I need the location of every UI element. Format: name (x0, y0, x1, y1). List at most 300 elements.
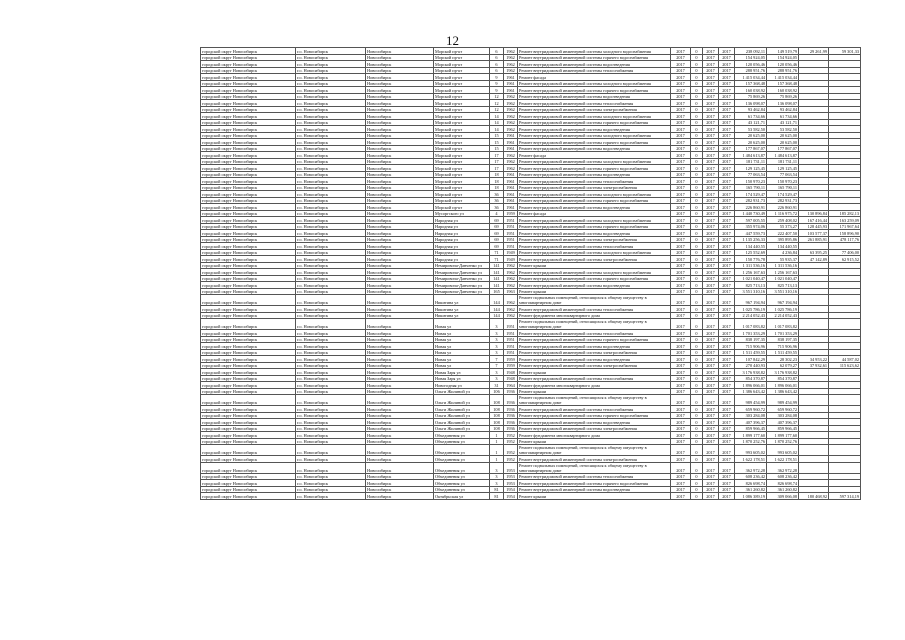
start-year-cell: 2017 (703, 158, 719, 165)
street-cell: Морской пр-кт (434, 152, 490, 159)
city-cell: г.о. Новосибирск (296, 395, 366, 406)
table-row (201, 330, 861, 337)
end-year-cell: 2017 (719, 87, 735, 94)
planned-year-cell: 2017 (671, 48, 691, 55)
house-cell: 17 (490, 165, 504, 172)
street-cell: Морской пр-кт (434, 54, 490, 61)
fund-cost-cell: 4 236,84 (767, 249, 799, 256)
total-cost-cell: 361 260,82 (735, 486, 767, 493)
house-cell: 144 (490, 312, 504, 319)
locality-cell: Новосибирск (366, 306, 434, 313)
street-cell: Народная ул (434, 223, 490, 230)
budget-cost-cell (799, 395, 829, 406)
local-cost-cell: 478 117,76 (829, 236, 861, 243)
year-cell: 1961 (504, 204, 518, 211)
locality-cell: Новосибирск (366, 178, 434, 185)
planned-year-cell: 2017 (671, 249, 691, 256)
fund-cost-cell: 1 896 066,01 (767, 382, 799, 389)
work-type-cell: Ремонт внутридомовой инженерной системы водоотведения (518, 486, 671, 493)
district-cell: городской округ Новосибирск (201, 178, 296, 185)
work-type-cell: Ремонт крыши (518, 288, 671, 295)
total-cost-cell: 181 731,11 (735, 158, 767, 165)
zero-cell: 0 (691, 336, 703, 343)
total-cost-cell: 362 972,28 (735, 462, 767, 473)
locality-cell: Новосибирск (366, 336, 434, 343)
planned-year-cell: 2017 (671, 243, 691, 250)
table-row (201, 74, 861, 81)
city-cell: г.о. Новосибирск (296, 262, 366, 269)
planned-year-cell: 2017 (671, 106, 691, 113)
year-cell: 1936 (504, 419, 518, 426)
table-row (201, 236, 861, 243)
locality-cell: Новосибирск (366, 139, 434, 146)
planned-year-cell: 2017 (671, 165, 691, 172)
table-row (201, 343, 861, 350)
end-year-cell: 2017 (719, 197, 735, 204)
year-cell: 1936 (504, 406, 518, 413)
fund-cost-cell: 715 906,96 (767, 343, 799, 350)
district-cell: городской округ Новосибирск (201, 262, 296, 269)
locality-cell: Новосибирск (366, 312, 434, 319)
street-cell: Немировича-Данченко ул (434, 288, 490, 295)
end-year-cell: 2017 (719, 100, 735, 107)
start-year-cell: 2017 (703, 462, 719, 473)
house-cell: 3 (490, 480, 504, 487)
planned-year-cell: 2017 (671, 395, 691, 406)
table-row (201, 419, 861, 426)
locality-cell: Новосибирск (366, 356, 434, 363)
start-year-cell: 2017 (703, 282, 719, 289)
locality-cell: Новосибирск (366, 375, 434, 382)
start-year-cell: 2017 (703, 336, 719, 343)
end-year-cell: 2017 (719, 184, 735, 191)
house-cell: 9 (490, 80, 504, 87)
total-cost-cell: 3 551 310,16 (735, 288, 767, 295)
year-cell: 1961 (504, 80, 518, 87)
table-row (201, 87, 861, 94)
end-year-cell: 2017 (719, 106, 735, 113)
house-cell: 12 (490, 100, 504, 107)
end-year-cell: 2017 (719, 343, 735, 350)
street-cell: Народная ул (434, 236, 490, 243)
local-cost-cell: 44 587,02 (829, 356, 861, 363)
planned-year-cell: 2017 (671, 438, 691, 445)
budget-cost-cell (799, 445, 829, 456)
planned-year-cell: 2017 (671, 171, 691, 178)
total-cost-cell: 136 098,07 (735, 100, 767, 107)
table-row (201, 336, 861, 343)
planned-year-cell: 2017 (671, 330, 691, 337)
city-cell: г.о. Новосибирск (296, 275, 366, 282)
table-row (201, 178, 861, 185)
total-cost-cell: 838 197,35 (735, 336, 767, 343)
total-cost-cell: 825 713,13 (735, 282, 767, 289)
locality-cell: Новосибирск (366, 288, 434, 295)
work-type-cell: Ремонт фундамента многоквартирного дома (518, 382, 671, 389)
street-cell: Ольги Жилиной ул (434, 388, 490, 395)
city-cell: г.о. Новосибирск (296, 445, 366, 456)
work-type-cell: Ремонт внутридомовой инженерной системы водоотведения (518, 204, 671, 211)
start-year-cell: 2017 (703, 288, 719, 295)
city-cell: г.о. Новосибирск (296, 100, 366, 107)
city-cell: г.о. Новосибирск (296, 473, 366, 480)
locality-cell: Новосибирск (366, 197, 434, 204)
planned-year-cell: 2017 (671, 419, 691, 426)
fund-cost-cell: 407 396,37 (767, 419, 799, 426)
fund-cost-cell: 28 302,23 (767, 356, 799, 363)
city-cell: г.о. Новосибирск (296, 106, 366, 113)
street-cell: Объединения ул (434, 445, 490, 456)
fund-cost-cell: 20 625,00 (767, 132, 799, 139)
total-cost-cell: 75 869,26 (735, 93, 767, 100)
table-row (201, 217, 861, 224)
total-cost-cell: 1 484 613,87 (735, 152, 767, 159)
start-year-cell: 2017 (703, 306, 719, 313)
city-cell: г.о. Новосибирск (296, 132, 366, 139)
city-cell: г.о. Новосибирск (296, 493, 366, 500)
locality-cell: Новосибирск (366, 87, 434, 94)
local-cost-cell (829, 445, 861, 456)
planned-year-cell: 2017 (671, 67, 691, 74)
budget-cost-cell: 63 395,25 (799, 249, 829, 256)
end-year-cell: 2017 (719, 349, 735, 356)
year-cell: 1954 (504, 486, 518, 493)
street-cell: Ольги Жилиной ул (434, 425, 490, 432)
work-type-cell: Ремонт внутридомовой инженерной системы электроснабжения (518, 236, 671, 243)
zero-cell: 0 (691, 275, 703, 282)
work-type-cell: Ремонт внутридомовой инженерной системы водоотведения (518, 171, 671, 178)
planned-year-cell: 2017 (671, 100, 691, 107)
total-cost-cell: 93 462,84 (735, 106, 767, 113)
planned-year-cell: 2017 (671, 119, 691, 126)
locality-cell: Новосибирск (366, 456, 434, 463)
end-year-cell: 2017 (719, 191, 735, 198)
locality-cell: Новосибирск (366, 295, 434, 306)
planned-year-cell: 2017 (671, 343, 691, 350)
house-cell: 7 (490, 362, 504, 369)
locality-cell: Новосибирск (366, 388, 434, 395)
year-cell: 1953 (504, 473, 518, 480)
district-cell: городской округ Новосибирск (201, 445, 296, 456)
total-cost-cell: 1 135 256,33 (735, 236, 767, 243)
locality-cell: Новосибирск (366, 217, 434, 224)
city-cell: г.о. Новосибирск (296, 223, 366, 230)
zero-cell: 0 (691, 330, 703, 337)
work-type-cell: Ремонт подвальных помещений, относящихся к общему имуществу в многоквартирном доме (518, 395, 671, 406)
street-cell: Морской пр-кт (434, 100, 490, 107)
year-cell: 1951 (504, 236, 518, 243)
district-cell: городской округ Новосибирск (201, 210, 296, 217)
end-year-cell: 2017 (719, 288, 735, 295)
street-cell: Морской пр-кт (434, 106, 490, 113)
total-cost-cell: 1 622 178,51 (735, 456, 767, 463)
planned-year-cell: 2017 (671, 178, 691, 185)
fund-cost-cell: 859 966,45 (767, 425, 799, 432)
start-year-cell: 2017 (703, 236, 719, 243)
year-cell: 1961 (504, 74, 518, 81)
locality-cell: Новосибирск (366, 113, 434, 120)
end-year-cell: 2017 (719, 152, 735, 159)
zero-cell: 0 (691, 432, 703, 439)
year-cell: 1962 (504, 67, 518, 74)
city-cell: г.о. Новосибирск (296, 343, 366, 350)
house-cell: 36 (490, 191, 504, 198)
start-year-cell: 2017 (703, 438, 719, 445)
district-cell: городской округ Новосибирск (201, 412, 296, 419)
budget-cost-cell: 47 142,89 (799, 256, 829, 263)
locality-cell: Новосибирск (366, 262, 434, 269)
end-year-cell: 2017 (719, 306, 735, 313)
end-year-cell: 2017 (719, 432, 735, 439)
street-cell: Новая Заря ул (434, 375, 490, 382)
city-cell: г.о. Новосибирск (296, 54, 366, 61)
district-cell: городской округ Новосибирск (201, 362, 296, 369)
locality-cell: Новосибирск (366, 425, 434, 432)
street-cell: Морской пр-кт (434, 171, 490, 178)
zero-cell: 0 (691, 74, 703, 81)
house-cell: 69 (490, 230, 504, 237)
work-type-cell: Ремонт внутридомовой инженерной системы холодного водоснабжения (518, 132, 671, 139)
table-row (201, 249, 861, 256)
table-row (201, 369, 861, 376)
work-type-cell: Ремонт внутридомовой инженерной системы теплоснабжения (518, 306, 671, 313)
year-cell: 1959 (504, 362, 518, 369)
locality-cell: Новосибирск (366, 412, 434, 419)
table-row (201, 54, 861, 61)
fund-cost-cell: 160 038,92 (767, 87, 799, 94)
house-cell: 108 (490, 425, 504, 432)
house-cell: 31 (490, 382, 504, 389)
work-type-cell: Ремонт внутридомовой инженерной системы водоотведения (518, 93, 671, 100)
total-cost-cell: 288 951,76 (735, 67, 767, 74)
table-row (201, 126, 861, 133)
street-cell: Народная ул (434, 217, 490, 224)
fund-cost-cell: 20 625,00 (767, 139, 799, 146)
planned-year-cell: 2017 (671, 204, 691, 211)
total-cost-cell: 150 970,23 (735, 178, 767, 185)
house-cell: 18 (490, 184, 504, 191)
table-row (201, 139, 861, 146)
street-cell: Ольги Жилиной ул (434, 395, 490, 406)
city-cell: г.о. Новосибирск (296, 113, 366, 120)
year-cell: 1962 (504, 100, 518, 107)
work-type-cell: Ремонт внутридомовой инженерной системы водоотведения (518, 282, 671, 289)
table-row (201, 462, 861, 473)
total-cost-cell: 226 860,91 (735, 204, 767, 211)
locality-cell: Новосибирск (366, 256, 434, 263)
house-cell: 69 (490, 236, 504, 243)
house-cell: 81 (490, 486, 504, 493)
table-row (201, 152, 861, 159)
zero-cell: 0 (691, 67, 703, 74)
locality-cell: Новосибирск (366, 445, 434, 456)
start-year-cell: 2017 (703, 171, 719, 178)
local-cost-cell (829, 395, 861, 406)
fund-cost-cell: 43 121,71 (767, 119, 799, 126)
budget-cost-cell: 180 468,92 (799, 493, 829, 500)
fund-cost-cell: 659 960,72 (767, 406, 799, 413)
street-cell: Немировича-Данченко ул (434, 275, 490, 282)
locality-cell: Новосибирск (366, 145, 434, 152)
work-type-cell: Ремонт фасада (518, 152, 671, 159)
table-row (201, 48, 861, 55)
planned-year-cell: 2017 (671, 473, 691, 480)
table-row (201, 67, 861, 74)
fund-cost-cell: 1 311 536,16 (767, 262, 799, 269)
planned-year-cell: 2017 (671, 432, 691, 439)
table-row (201, 388, 861, 395)
total-cost-cell: 1 440 730,49 (735, 210, 767, 217)
planned-year-cell: 2017 (671, 312, 691, 319)
work-type-cell: Ремонт внутридомовой инженерной системы водоотведения (518, 419, 671, 426)
zero-cell: 0 (691, 126, 703, 133)
house-cell: 3 (490, 330, 504, 337)
locality-cell: Новосибирск (366, 493, 434, 500)
city-cell: г.о. Новосибирск (296, 119, 366, 126)
house-cell: 6 (490, 61, 504, 68)
street-cell: Морской пр-кт (434, 184, 490, 191)
table-row (201, 438, 861, 445)
zero-cell: 0 (691, 236, 703, 243)
start-year-cell: 2017 (703, 204, 719, 211)
district-cell: городской округ Новосибирск (201, 349, 296, 356)
year-cell: 1936 (504, 412, 518, 419)
table-row (201, 145, 861, 152)
end-year-cell: 2017 (719, 48, 735, 55)
end-year-cell: 2017 (719, 93, 735, 100)
street-cell: Морской пр-кт (434, 61, 490, 68)
planned-year-cell: 2017 (671, 275, 691, 282)
work-type-cell: Ремонт внутридомовой инженерной системы горячего водоснабжения (518, 197, 671, 204)
fund-cost-cell: 608 236,42 (767, 473, 799, 480)
start-year-cell: 2017 (703, 319, 719, 330)
start-year-cell: 2017 (703, 262, 719, 269)
fund-cost-cell: 157 368,48 (767, 80, 799, 87)
table-row (201, 184, 861, 191)
end-year-cell: 2017 (719, 217, 735, 224)
zero-cell: 0 (691, 171, 703, 178)
work-type-cell: Ремонт внутридомовой инженерной системы теплоснабжения (518, 473, 671, 480)
end-year-cell: 2017 (719, 61, 735, 68)
fund-cost-cell: 826 698,74 (767, 480, 799, 487)
planned-year-cell: 2017 (671, 152, 691, 159)
zero-cell: 0 (691, 375, 703, 382)
street-cell: Морской пр-кт (434, 145, 490, 152)
end-year-cell: 2017 (719, 158, 735, 165)
start-year-cell: 2017 (703, 343, 719, 350)
total-cost-cell: 1 896 066,01 (735, 382, 767, 389)
house-cell: 4 (490, 210, 504, 217)
total-cost-cell: 989 454,99 (735, 395, 767, 406)
house-cell: 17 (490, 152, 504, 159)
fund-cost-cell: 222 407,50 (767, 230, 799, 237)
end-year-cell: 2017 (719, 375, 735, 382)
district-cell: городской округ Новосибирск (201, 282, 296, 289)
work-type-cell: Ремонт крыши (518, 369, 671, 376)
locality-cell: Новосибирск (366, 171, 434, 178)
zero-cell: 0 (691, 256, 703, 263)
table-row (201, 480, 861, 487)
year-cell: 1954 (504, 493, 518, 500)
city-cell: г.о. Новосибирск (296, 349, 366, 356)
zero-cell: 0 (691, 412, 703, 419)
total-cost-cell: 157 368,48 (735, 80, 767, 87)
district-cell: городской округ Новосибирск (201, 343, 296, 350)
table-row (201, 425, 861, 432)
start-year-cell: 2017 (703, 87, 719, 94)
budget-cost-cell: 103 577,37 (799, 230, 829, 237)
table-row (201, 406, 861, 413)
total-cost-cell: 1 511 459,55 (735, 349, 767, 356)
start-year-cell: 2017 (703, 312, 719, 319)
district-cell: городской округ Новосибирск (201, 306, 296, 313)
zero-cell: 0 (691, 119, 703, 126)
district-cell: городской округ Новосибирск (201, 158, 296, 165)
year-cell: 1962 (504, 61, 518, 68)
start-year-cell: 2017 (703, 356, 719, 363)
end-year-cell: 2017 (719, 223, 735, 230)
fund-cost-cell: 53 582,50 (767, 126, 799, 133)
end-year-cell: 2017 (719, 362, 735, 369)
work-type-cell: Ремонт внутридомовой инженерной системы холодного водоснабжения (518, 191, 671, 198)
total-cost-cell: 1 021 040,47 (735, 275, 767, 282)
year-cell: 1962 (504, 152, 518, 159)
work-type-cell: Ремонт внутридомовой инженерной системы водоотведения (518, 230, 671, 237)
house-cell: 69 (490, 243, 504, 250)
work-type-cell: Ремонт крыши (518, 493, 671, 500)
city-cell: г.о. Новосибирск (296, 67, 366, 74)
work-type-cell: Ремонт крыши (518, 438, 671, 445)
district-cell: городской округ Новосибирск (201, 126, 296, 133)
fund-cost-cell: 282 931,73 (767, 197, 799, 204)
fund-cost-cell: 174 529,47 (767, 191, 799, 198)
fund-cost-cell: 361 260,82 (767, 486, 799, 493)
zero-cell: 0 (691, 132, 703, 139)
fund-cost-cell: 77 063,54 (767, 171, 799, 178)
city-cell: г.о. Новосибирск (296, 191, 366, 198)
city-cell: г.о. Новосибирск (296, 425, 366, 432)
planned-year-cell: 2017 (671, 493, 691, 500)
street-cell: Объединения ул (434, 438, 490, 445)
start-year-cell: 2017 (703, 275, 719, 282)
zero-cell: 0 (691, 312, 703, 319)
planned-year-cell: 2017 (671, 126, 691, 133)
city-cell: г.о. Новосибирск (296, 438, 366, 445)
locality-cell: Новосибирск (366, 126, 434, 133)
fund-cost-cell: 55 373,27 (767, 223, 799, 230)
district-cell: городской округ Новосибирск (201, 223, 296, 230)
district-cell: городской округ Новосибирск (201, 74, 296, 81)
total-cost-cell: 53 582,50 (735, 126, 767, 133)
table-row (201, 204, 861, 211)
city-cell: г.о. Новосибирск (296, 369, 366, 376)
year-cell: 1949 (504, 249, 518, 256)
district-cell: городской округ Новосибирск (201, 236, 296, 243)
district-cell: городской округ Новосибирск (201, 184, 296, 191)
start-year-cell: 2017 (703, 67, 719, 74)
locality-cell: Новосибирск (366, 191, 434, 198)
end-year-cell: 2017 (719, 178, 735, 185)
planned-year-cell: 2017 (671, 262, 691, 269)
house-cell: 9 (490, 87, 504, 94)
work-type-cell: Ремонт внутридомовой инженерной системы горячего водоснабжения (518, 139, 671, 146)
fund-cost-cell: 149 519,79 (767, 48, 799, 55)
district-cell: городской округ Новосибирск (201, 419, 296, 426)
year-cell: 1962 (504, 282, 518, 289)
city-cell: г.о. Новосибирск (296, 87, 366, 94)
planned-year-cell: 2017 (671, 295, 691, 306)
year-cell: 1936 (504, 395, 518, 406)
